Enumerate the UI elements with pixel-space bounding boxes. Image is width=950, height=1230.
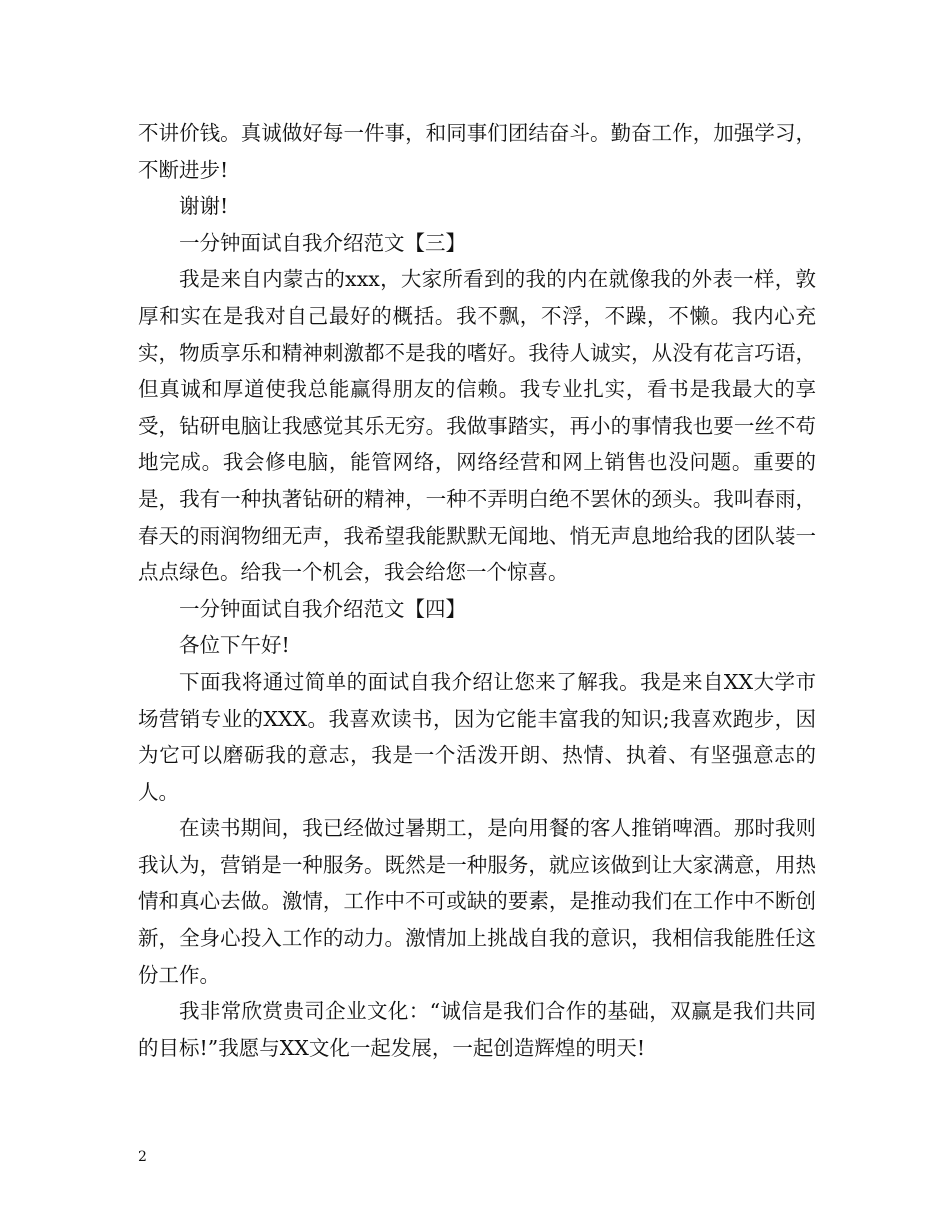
page-number: 2 [138, 1149, 147, 1165]
section-heading: 一分钟面试自我介绍范文【四】 [179, 596, 466, 621]
paragraph: 各位下午好! [179, 633, 290, 658]
paragraph: 在读书期间，我已经做过暑期工，是向用餐的客人推销啤酒。那时我则我认为，营销是一种服务。既然是一种服务，就应该做到让大家满意，用热情和真心去做。激情，工作中不可或缺的要素，是推动我们在工作中不断创新，全身心投入工作的动力。激情加上挑战自我的意识，我相信我能胜任这份工作。 [138, 816, 816, 987]
paragraph: 谢谢! [179, 194, 229, 219]
paragraph: 我是来自内蒙古的xxx，大家所看到的我的内在就像我的外表一样，敦厚和实在是我对自己最好的概括。我不飘，不浮，不躁，不懒。我内心充实，物质享乐和精神刺激都不是我的嗜好。我待人诚实，从没有花言巧语，但真诚和厚道使我总能赢得朋友的信赖。我专业扎实，看书是我最大的享受，钻研电脑让我感觉其乐无穷。我做事踏实，再小的事情我也要一丝不苟地完成。我会修电脑，能管网络，网络经营和网上销售也没问题。重要的是，我有一种执著钻研的精神，一种不弄明白绝不罢休的颈头。我叫春雨，春天的雨润物细无声，我希望我能默默无闻地、悄无声息地给我的团队装一点点绿色。给我一个机会，我会给您一个惊喜。 [138, 267, 816, 585]
paragraph: 下面我将通过简单的面试自我介绍让您来了解我。我是来自XX大学市场营销专业的XXX。我喜欢读书，因为它能丰富我的知识;我喜欢跑步，因为它可以磨砺我的意志，我是一个活泼开朗、热情、执着、有坚强意志的人。 [138, 669, 816, 804]
document-body [138, 115, 816, 1066]
paragraph: 不讲价钱。真诚做好每一件事，和同事们团结奋斗。勤奋工作，加强学习，不断进步! [138, 121, 816, 182]
section-heading: 一分钟面试自我介绍范文【三】 [179, 230, 466, 255]
paragraph: 我非常欣赏贵司企业文化：“诚信是我们合作的基础，双赢是我们共同的目标!”我愿与XX文化一起发展，一起创造辉煌的明天! [138, 999, 816, 1060]
